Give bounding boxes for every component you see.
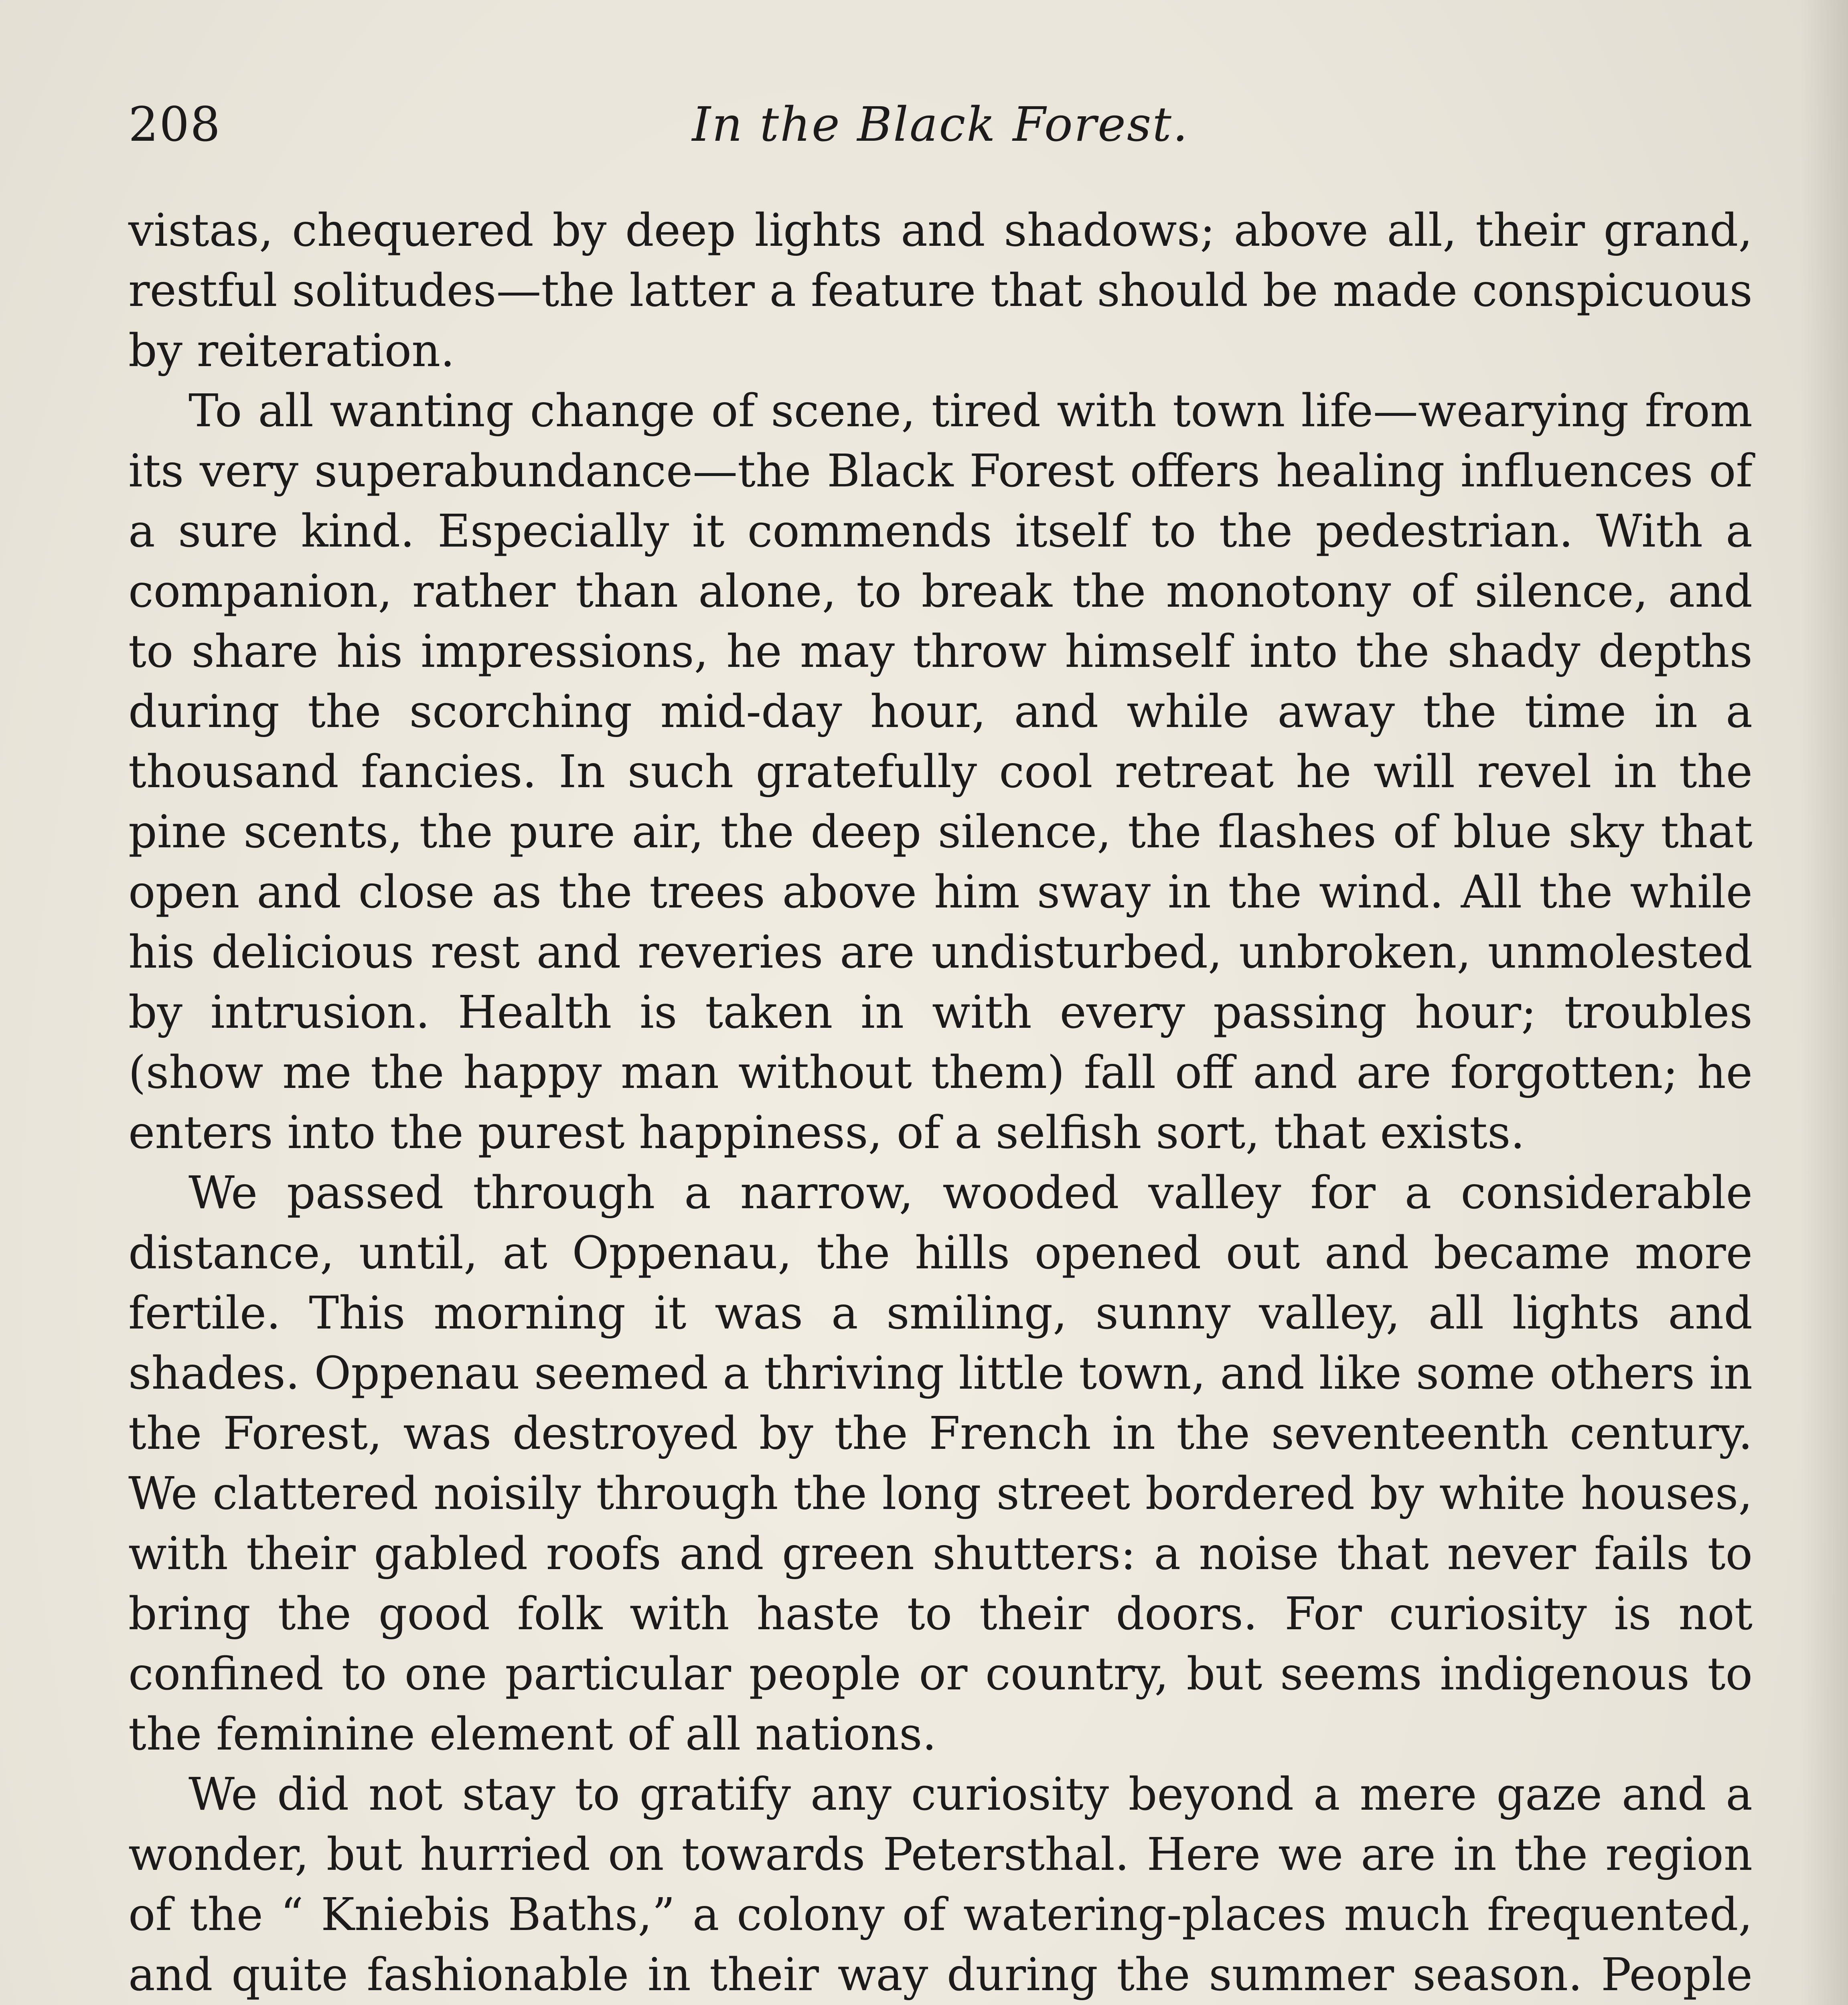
paragraph-1: vistas, chequered by deep lights and shadows; above all, their grand, restful solitudes—the latter a feature that should be made conspicuous by reiteration. xyxy=(128,205,1753,377)
running-title: In the Black Forest. xyxy=(692,97,1189,152)
page-edge-shadow xyxy=(1800,0,1848,2005)
page-number: 208 xyxy=(128,97,221,152)
paragraph-2: To all wanting change of scene, tired with town life—wearying from its very superabundance—the Black Forest offers healing influences of a sure kind. Especially it commends itself to the pedestrian. With a companion, rather than alone, to break the monotony of silence, and to share his impressions, he may throw himself into the shady depths during the scorching mid-day hour, and while away the time in a thousand fancies. In such gratefully cool retreat he will revel in the pine scents, the pure air, the deep silence, the flashes of blue sky that open and close as the trees above him sway in the wind. All the while his delicious rest and reveries are undisturbed, unbroken, unmolested by intrusion. Health is taken in with every passing hour; troubles (show me the happy man without them) fall off and are forgotten; he enters into the purest happiness, of a selfish sort, that exists. xyxy=(128,385,1753,1159)
running-head xyxy=(128,92,1753,164)
paragraph-3: We passed through a narrow, wooded valley for a considerable distance, until, at Oppenau, the hills opened out and became more fertile. This morning it was a smiling, sunny valley, all lights and shades. Oppenau seemed a thriving little town, and like some others in the Forest, was destroyed by the French in the seventeenth century. We clattered noisily through the long street bordered by white houses, with their gabled roofs and green shutters: a noise that never fails to bring the good folk with haste to their doors. For curiosity is not confined to one particular people or country, but seems indigenous to the feminine element of all nations. xyxy=(128,1167,1753,1760)
paragraph-4: We did not stay to gratify any curiosity beyond a mere gaze and a wonder, but hurried on towards Petersthal. Here we are in the region of the “ Kniebis Baths,” a colony of watering-places much frequented, and quite fashionable in their way during the summer season. People xyxy=(128,1768,1753,2001)
body-text xyxy=(128,200,1753,2005)
